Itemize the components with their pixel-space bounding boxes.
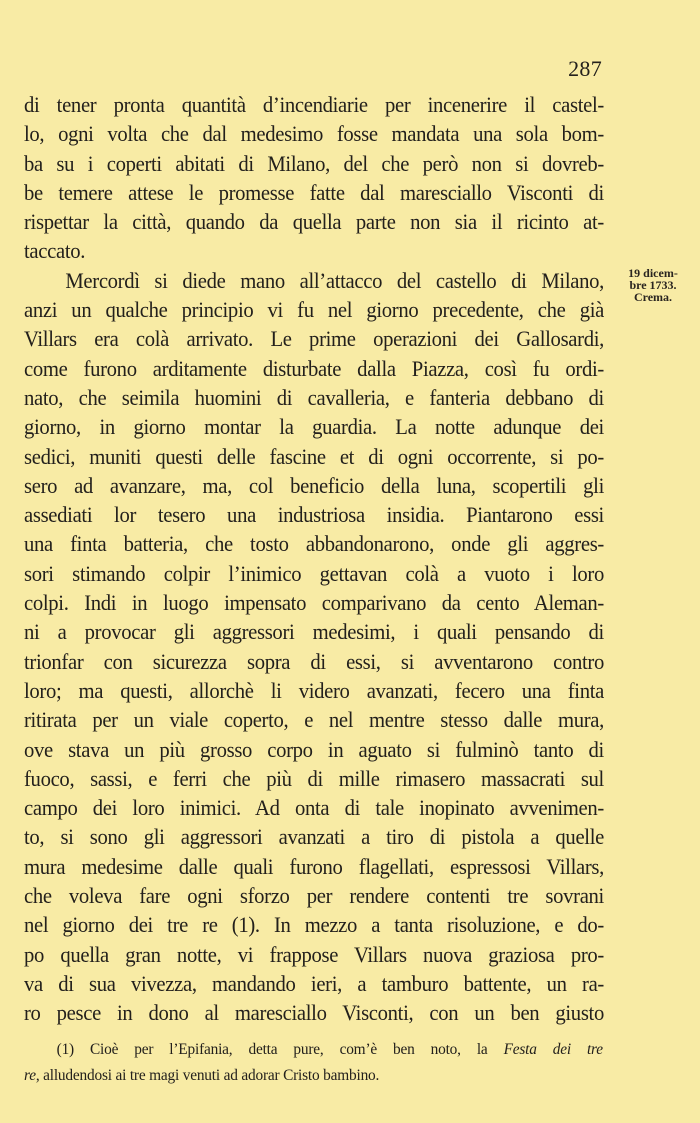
text-line: ni a provocar gli aggressori medesimi, i quali pensando di [24,619,604,645]
text-line: loro; ma questi, allorchè li videro avanzati, fecero una finta [24,677,604,703]
text-line: mura medesime dalle quali furono flagellati, espressosi Villars, [24,853,604,879]
margin-note-line: bre 1733. [629,278,677,292]
text-line: ro pesce in dono al maresciallo Visconti, con un ben giusto [24,1000,604,1026]
margin-note [613,267,693,303]
text-line: ove stava un più grosso corpo in aguato si fulminò tanto di [24,736,604,762]
text-line: fuoco, sassi, e ferri che più di mille rimasero massacrati sul [24,765,604,791]
text-line: sero ad avanzare, ma, col beneficio della luna, scopertili gli [24,472,604,498]
margin-note-line: Crema. [633,290,673,304]
text-line: di tener pronta quantità d’incendiarie per incenerire il castel- [24,92,604,117]
text-line: sedici, muniti questi delle fascine et di ogni occorrente, si po- [24,443,604,469]
text-line: rispettar la città, quando da quella parte non sia il ricinto at- [24,209,604,235]
footnote [24,1037,604,1089]
text-line: ba su i coperti abitati di Milano, del che però non si dovreb- [24,150,604,176]
text-line: anzi un qualche principio vi fu nel giorno precedente, che già [24,297,604,323]
text-line: come furono arditamente disturbate dalla Piazza, così fu ordi- [24,355,604,381]
footnote-line [24,1063,603,1089]
footnote-italic-text: re [24,1067,36,1084]
footnote-text: (1) Cioè per l’Epifania, detta pure, com’è ben noto, la [56,1041,504,1058]
text-line: lo, ogni volta che dal medesimo fosse mandata una sola bom- [24,121,604,147]
text-line: colpi. Indi in luogo impensato comparivano da cento Aleman- [24,590,604,616]
text-line: campo dei loro inimici. Ad onta di tale inopinato avvenimen- [24,795,604,821]
text-line: sori stimando colpir l’inimico gettavan colà a vuoto i loro [24,560,604,586]
footnote-italic-text: Festa dei tre [503,1041,603,1058]
text-line: to, si sono gli aggressori avanzati a tiro di pistola a quelle [24,824,604,850]
text-line: po quella gran notte, vi frappose Villars nuova graziosa pro- [24,941,604,967]
text-line: giorno, in giorno montar la guardia. La notte adunque dei [24,414,604,440]
page-number: 287 [568,56,602,81]
text-line: va di sua vivezza, mandando ieri, a tamburo battente, un ra- [24,970,604,996]
footnote-line [24,1037,603,1063]
text-line: taccato. [24,238,86,264]
text-line: nel giorno dei tre re (1). In mezzo a tanta risoluzione, e do- [24,912,604,938]
margin-note-line: 19 dicem- [628,266,678,280]
text-line: ritirata per un viale coperto, e nel mentre stesso dalle mura, [24,707,604,733]
body-text [24,90,604,1028]
paragraph-first-line: Mercordì si diede mano all’attacco del castello di Milano, [65,267,604,293]
text-line: assediati lor tesero una industriosa insidia. Piantarono essi [24,502,604,528]
text-line: una finta batteria, che tosto abbandonarono, onde gli aggres- [24,531,604,557]
text-line: che voleva fare ogni sforzo per rendere contenti tre sovrani [24,883,604,909]
text-line: be temere attese le promesse fatte dal maresciallo Visconti di [24,179,604,205]
text-line: Villars era colà arrivato. Le prime operazioni dei Gallosardi, [24,326,604,352]
footnote-text: , alludendosi ai tre magi venuti ad adorar Cristo bambino. [35,1067,380,1084]
text-line: trionfar con sicurezza sopra di essi, si avventarono contro [24,648,604,674]
text-line: nato, che seimila huomini di cavalleria, e fanteria debbano di [24,384,604,410]
